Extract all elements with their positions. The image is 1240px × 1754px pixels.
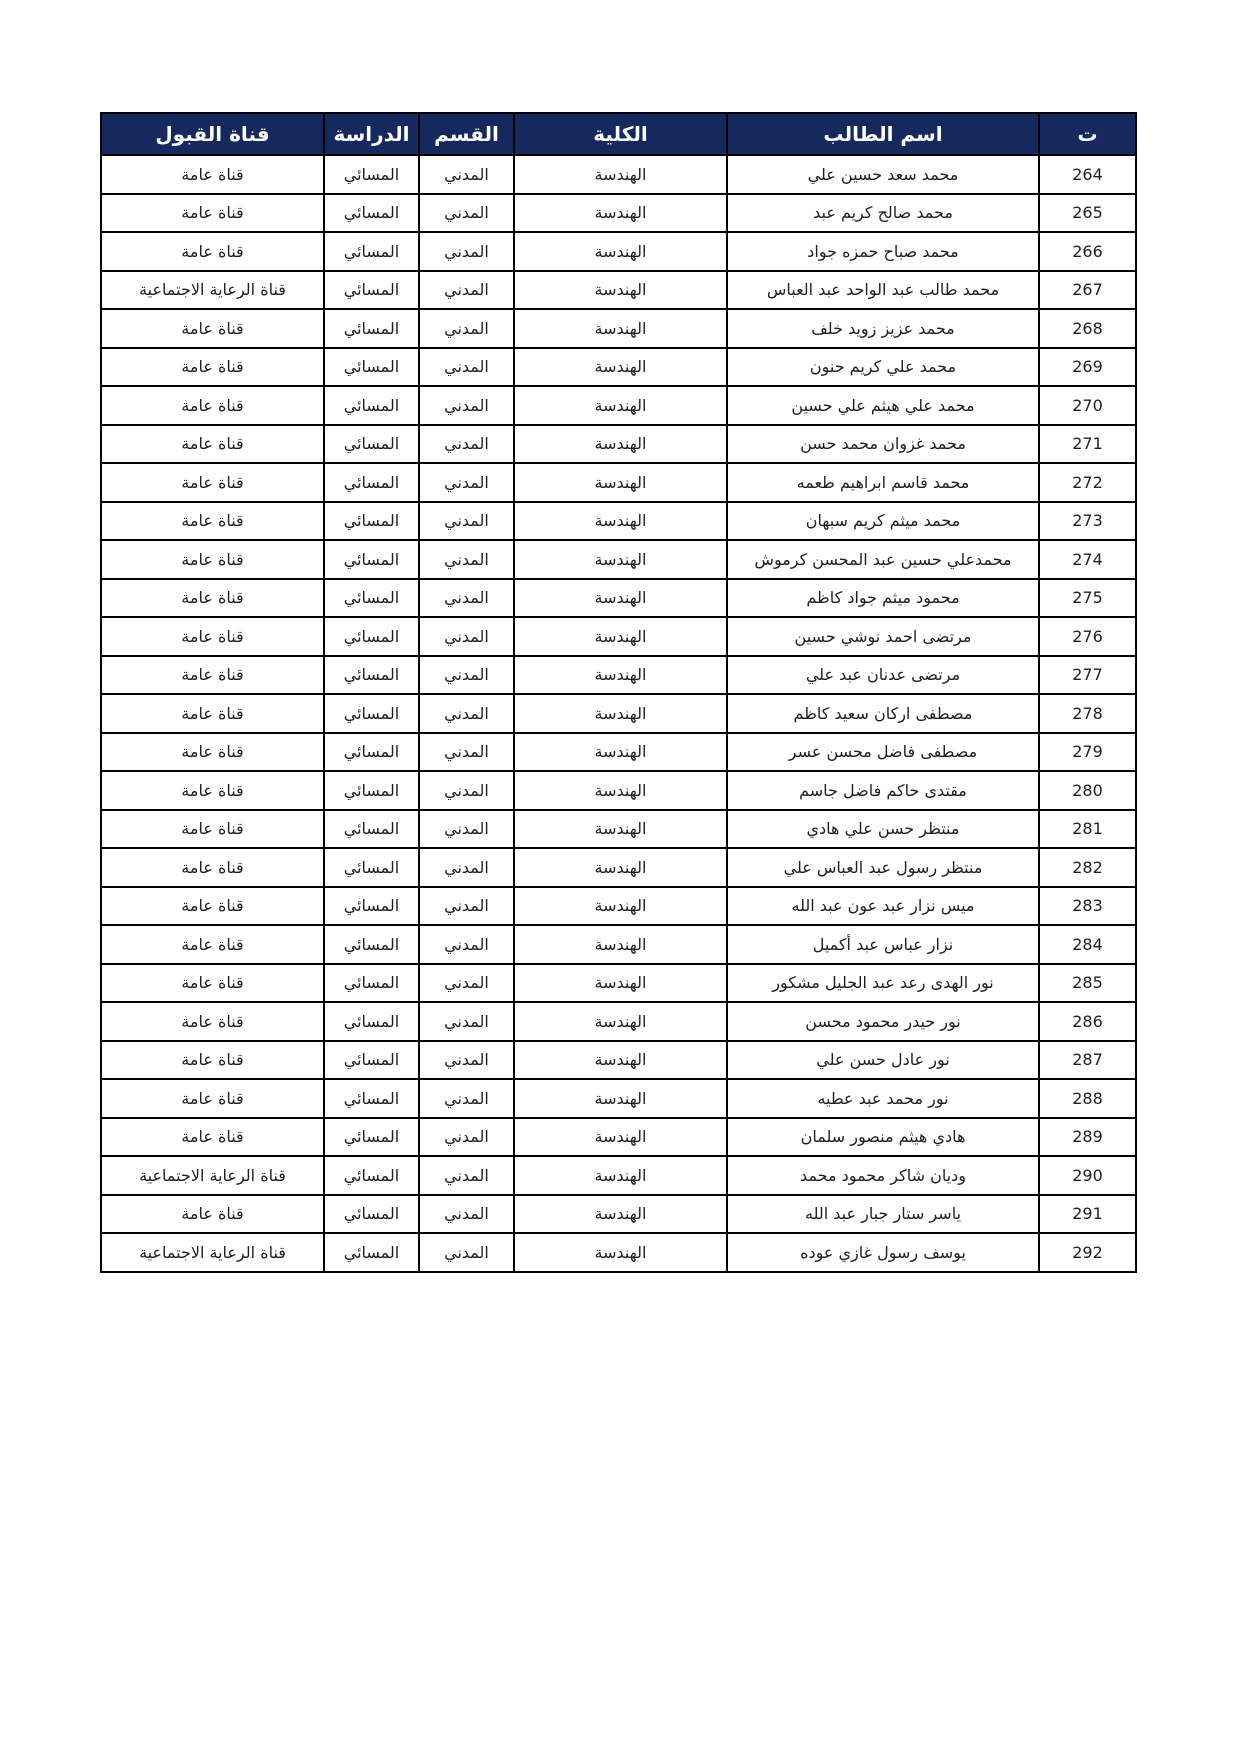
table-row <box>101 1156 1136 1195</box>
cell-dept: المدني <box>419 1002 514 1041</box>
cell-college: الهندسة <box>514 386 727 425</box>
cell-dept: المدني <box>419 1079 514 1118</box>
cell-channel: قناة عامة <box>101 155 324 194</box>
table-row <box>101 1079 1136 1118</box>
cell-dept: المدني <box>419 1233 514 1272</box>
cell-dept: المدني <box>419 232 514 271</box>
student-roster-table <box>100 112 1137 1273</box>
cell-name: محمد عزيز زويد خلف <box>727 309 1039 348</box>
table-row <box>101 656 1136 695</box>
cell-name: نور الهدى رعد عبد الجليل مشكور <box>727 964 1039 1003</box>
cell-channel: قناة عامة <box>101 309 324 348</box>
cell-college: الهندسة <box>514 232 727 271</box>
cell-channel: قناة عامة <box>101 848 324 887</box>
cell-name: محمد ميثم كريم سبهان <box>727 502 1039 541</box>
cell-no: 282 <box>1039 848 1136 887</box>
column-header-study-type: الدراسة <box>324 113 419 155</box>
table-row <box>101 925 1136 964</box>
cell-college: الهندسة <box>514 271 727 310</box>
cell-study: المسائي <box>324 1002 419 1041</box>
cell-channel: قناة عامة <box>101 425 324 464</box>
cell-name: محمد علي هيثم علي حسين <box>727 386 1039 425</box>
cell-name: نزار عباس عبد أكميل <box>727 925 1039 964</box>
header-row <box>101 113 1136 155</box>
cell-no: 268 <box>1039 309 1136 348</box>
cell-channel: قناة عامة <box>101 540 324 579</box>
table-row <box>101 848 1136 887</box>
cell-college: الهندسة <box>514 155 727 194</box>
table-row <box>101 1233 1136 1272</box>
cell-name: نور حيدر محمود محسن <box>727 1002 1039 1041</box>
cell-dept: المدني <box>419 771 514 810</box>
cell-channel: قناة عامة <box>101 887 324 926</box>
cell-name: منتظر حسن علي هادي <box>727 810 1039 849</box>
cell-dept: المدني <box>419 502 514 541</box>
cell-dept: المدني <box>419 964 514 1003</box>
cell-channel: قناة عامة <box>101 348 324 387</box>
cell-no: 290 <box>1039 1156 1136 1195</box>
cell-college: الهندسة <box>514 810 727 849</box>
table-row <box>101 1041 1136 1080</box>
cell-name: نور عادل حسن علي <box>727 1041 1039 1080</box>
cell-college: الهندسة <box>514 579 727 618</box>
table-row <box>101 348 1136 387</box>
cell-college: الهندسة <box>514 771 727 810</box>
cell-study: المسائي <box>324 155 419 194</box>
cell-study: المسائي <box>324 694 419 733</box>
cell-no: 269 <box>1039 348 1136 387</box>
cell-college: الهندسة <box>514 348 727 387</box>
cell-name: نور محمد عبد عطيه <box>727 1079 1039 1118</box>
cell-college: الهندسة <box>514 502 727 541</box>
cell-study: المسائي <box>324 1233 419 1272</box>
cell-channel: قناة الرعاية الاجتماعية <box>101 271 324 310</box>
cell-study: المسائي <box>324 925 419 964</box>
cell-no: 280 <box>1039 771 1136 810</box>
table-row <box>101 502 1136 541</box>
cell-no: 291 <box>1039 1195 1136 1234</box>
cell-no: 271 <box>1039 425 1136 464</box>
cell-study: المسائي <box>324 1156 419 1195</box>
cell-no: 284 <box>1039 925 1136 964</box>
cell-channel: قناة عامة <box>101 617 324 656</box>
cell-college: الهندسة <box>514 1233 727 1272</box>
cell-name: محمد علي كريم حنون <box>727 348 1039 387</box>
cell-dept: المدني <box>419 887 514 926</box>
cell-college: الهندسة <box>514 1041 727 1080</box>
cell-study: المسائي <box>324 309 419 348</box>
cell-name: وديان شاكر محمود محمد <box>727 1156 1039 1195</box>
table-row <box>101 694 1136 733</box>
cell-name: مقتدى حاكم فاضل جاسم <box>727 771 1039 810</box>
cell-study: المسائي <box>324 1118 419 1157</box>
cell-channel: قناة عامة <box>101 810 324 849</box>
cell-college: الهندسة <box>514 540 727 579</box>
cell-dept: المدني <box>419 617 514 656</box>
table-row <box>101 425 1136 464</box>
cell-study: المسائي <box>324 502 419 541</box>
table-header <box>101 113 1136 155</box>
cell-college: الهندسة <box>514 694 727 733</box>
cell-college: الهندسة <box>514 463 727 502</box>
cell-name: مرتضى عدنان عبد علي <box>727 656 1039 695</box>
cell-college: الهندسة <box>514 656 727 695</box>
cell-name: منتظر رسول عبد العباس علي <box>727 848 1039 887</box>
cell-college: الهندسة <box>514 194 727 233</box>
cell-college: الهندسة <box>514 1079 727 1118</box>
cell-channel: قناة عامة <box>101 502 324 541</box>
cell-no: 286 <box>1039 1002 1136 1041</box>
cell-no: 275 <box>1039 579 1136 618</box>
cell-no: 265 <box>1039 194 1136 233</box>
cell-study: المسائي <box>324 848 419 887</box>
cell-college: الهندسة <box>514 617 727 656</box>
cell-name: محمد قاسم ابراهيم طعمه <box>727 463 1039 502</box>
cell-dept: المدني <box>419 694 514 733</box>
table-row <box>101 810 1136 849</box>
cell-no: 283 <box>1039 887 1136 926</box>
cell-study: المسائي <box>324 386 419 425</box>
table-row <box>101 271 1136 310</box>
cell-no: 288 <box>1039 1079 1136 1118</box>
cell-channel: قناة عامة <box>101 925 324 964</box>
cell-dept: المدني <box>419 1041 514 1080</box>
cell-dept: المدني <box>419 810 514 849</box>
cell-study: المسائي <box>324 1079 419 1118</box>
table-row <box>101 194 1136 233</box>
cell-dept: المدني <box>419 733 514 772</box>
table-row <box>101 964 1136 1003</box>
column-header-number: ت <box>1039 113 1136 155</box>
cell-no: 276 <box>1039 617 1136 656</box>
cell-dept: المدني <box>419 386 514 425</box>
cell-no: 292 <box>1039 1233 1136 1272</box>
cell-no: 281 <box>1039 810 1136 849</box>
cell-channel: قناة عامة <box>101 733 324 772</box>
cell-dept: المدني <box>419 925 514 964</box>
cell-channel: قناة عامة <box>101 964 324 1003</box>
cell-study: المسائي <box>324 194 419 233</box>
cell-name: مصطفى فاضل محسن عسر <box>727 733 1039 772</box>
cell-dept: المدني <box>419 155 514 194</box>
cell-dept: المدني <box>419 309 514 348</box>
cell-college: الهندسة <box>514 848 727 887</box>
cell-dept: المدني <box>419 1195 514 1234</box>
cell-dept: المدني <box>419 1118 514 1157</box>
cell-dept: المدني <box>419 656 514 695</box>
cell-dept: المدني <box>419 579 514 618</box>
cell-name: ياسر ستار جبار عبد الله <box>727 1195 1039 1234</box>
cell-channel: قناة عامة <box>101 656 324 695</box>
cell-college: الهندسة <box>514 925 727 964</box>
cell-name: يوسف رسول غازي عوده <box>727 1233 1039 1272</box>
cell-name: محمد صالح كريم عبد <box>727 194 1039 233</box>
cell-no: 287 <box>1039 1041 1136 1080</box>
column-header-student-name: اسم الطالب <box>727 113 1039 155</box>
cell-no: 278 <box>1039 694 1136 733</box>
cell-name: مرتضى احمد نوشي حسين <box>727 617 1039 656</box>
cell-dept: المدني <box>419 194 514 233</box>
table-row <box>101 617 1136 656</box>
cell-name: محمد سعد حسين علي <box>727 155 1039 194</box>
cell-college: الهندسة <box>514 1118 727 1157</box>
cell-dept: المدني <box>419 425 514 464</box>
cell-dept: المدني <box>419 463 514 502</box>
cell-channel: قناة الرعاية الاجتماعية <box>101 1156 324 1195</box>
cell-channel: قناة عامة <box>101 1195 324 1234</box>
cell-name: محمد غزوان محمد حسن <box>727 425 1039 464</box>
table-row <box>101 1118 1136 1157</box>
cell-no: 279 <box>1039 733 1136 772</box>
cell-college: الهندسة <box>514 887 727 926</box>
cell-college: الهندسة <box>514 1002 727 1041</box>
cell-study: المسائي <box>324 540 419 579</box>
cell-study: المسائي <box>324 232 419 271</box>
cell-channel: قناة عامة <box>101 694 324 733</box>
cell-channel: قناة عامة <box>101 386 324 425</box>
cell-channel: قناة عامة <box>101 1079 324 1118</box>
cell-study: المسائي <box>324 1041 419 1080</box>
cell-study: المسائي <box>324 271 419 310</box>
cell-study: المسائي <box>324 771 419 810</box>
cell-name: هادي هيثم منصور سلمان <box>727 1118 1039 1157</box>
cell-college: الهندسة <box>514 1195 727 1234</box>
cell-study: المسائي <box>324 964 419 1003</box>
table-row <box>101 1002 1136 1041</box>
cell-dept: المدني <box>419 348 514 387</box>
cell-no: 277 <box>1039 656 1136 695</box>
cell-channel: قناة عامة <box>101 232 324 271</box>
cell-channel: قناة عامة <box>101 1118 324 1157</box>
cell-dept: المدني <box>419 848 514 887</box>
cell-channel: قناة عامة <box>101 579 324 618</box>
cell-college: الهندسة <box>514 309 727 348</box>
cell-study: المسائي <box>324 887 419 926</box>
column-header-department: القسم <box>419 113 514 155</box>
cell-study: المسائي <box>324 810 419 849</box>
cell-name: ميس نزار عبد عون عبد الله <box>727 887 1039 926</box>
cell-no: 270 <box>1039 386 1136 425</box>
cell-dept: المدني <box>419 540 514 579</box>
table-row <box>101 771 1136 810</box>
cell-name: محمود ميثم جواد كاظم <box>727 579 1039 618</box>
table-row <box>101 579 1136 618</box>
cell-channel: قناة عامة <box>101 194 324 233</box>
cell-college: الهندسة <box>514 733 727 772</box>
cell-study: المسائي <box>324 579 419 618</box>
table-body <box>101 155 1136 1272</box>
table-row <box>101 309 1136 348</box>
table-row <box>101 463 1136 502</box>
table-row <box>101 1195 1136 1234</box>
cell-channel: قناة عامة <box>101 771 324 810</box>
cell-no: 285 <box>1039 964 1136 1003</box>
cell-college: الهندسة <box>514 1156 727 1195</box>
cell-name: محمد طالب عبد الواحد عبد العباس <box>727 271 1039 310</box>
cell-college: الهندسة <box>514 964 727 1003</box>
cell-college: الهندسة <box>514 425 727 464</box>
cell-study: المسائي <box>324 656 419 695</box>
cell-no: 266 <box>1039 232 1136 271</box>
cell-study: المسائي <box>324 1195 419 1234</box>
table-row <box>101 232 1136 271</box>
cell-channel: قناة الرعاية الاجتماعية <box>101 1233 324 1272</box>
table-row <box>101 887 1136 926</box>
cell-no: 289 <box>1039 1118 1136 1157</box>
column-header-admission-channel: قناة القبول <box>101 113 324 155</box>
table-row <box>101 386 1136 425</box>
cell-channel: قناة عامة <box>101 1002 324 1041</box>
cell-name: محمدعلي حسين عبد المحسن كرموش <box>727 540 1039 579</box>
cell-name: مصطفى اركان سعيد كاظم <box>727 694 1039 733</box>
cell-name: محمد صباح حمزه جواد <box>727 232 1039 271</box>
cell-no: 264 <box>1039 155 1136 194</box>
cell-no: 272 <box>1039 463 1136 502</box>
cell-no: 273 <box>1039 502 1136 541</box>
table-row <box>101 540 1136 579</box>
cell-dept: المدني <box>419 271 514 310</box>
table-row <box>101 155 1136 194</box>
column-header-college: الكلية <box>514 113 727 155</box>
cell-channel: قناة عامة <box>101 463 324 502</box>
cell-channel: قناة عامة <box>101 1041 324 1080</box>
cell-no: 267 <box>1039 271 1136 310</box>
table-row <box>101 733 1136 772</box>
cell-study: المسائي <box>324 425 419 464</box>
cell-dept: المدني <box>419 1156 514 1195</box>
cell-study: المسائي <box>324 733 419 772</box>
cell-no: 274 <box>1039 540 1136 579</box>
cell-study: المسائي <box>324 463 419 502</box>
cell-study: المسائي <box>324 348 419 387</box>
cell-study: المسائي <box>324 617 419 656</box>
